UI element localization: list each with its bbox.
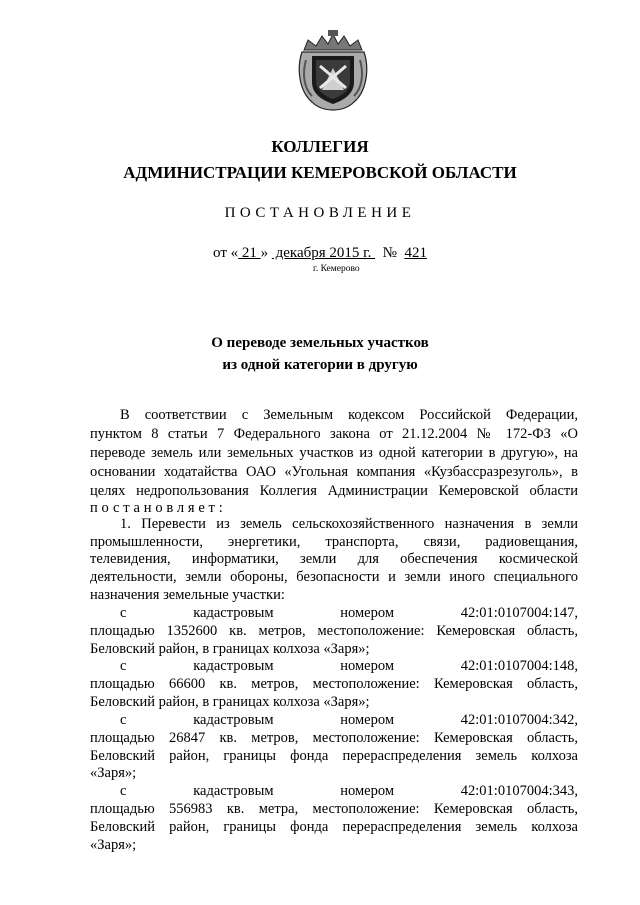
body-line: «Заря»;: [90, 765, 137, 781]
body-line: промышленности, энергетики, транспорта, связи, радиовещания,: [90, 534, 578, 550]
body-line: с кадастровым номером 42:01:0107004:343,: [120, 783, 578, 799]
body-line: телевидения, информатики, земли для обеспечения космической: [90, 551, 578, 567]
organization-name-line2: АДМИНИСТРАЦИИ КЕМЕРОВСКОЙ ОБЛАСТИ: [123, 163, 517, 182]
date-mid: »: [260, 245, 272, 261]
body-line: площадью 26847 кв. метров, местоположение: Кемеровская область,: [90, 730, 578, 746]
body-line: В соответствии с Земельным кодексом Российской Федерации,: [120, 407, 578, 423]
document-number: 421: [404, 245, 427, 261]
body-line: «Заря»;: [90, 837, 137, 853]
organization-name-line1: КОЛЛЕГИЯ: [271, 137, 369, 156]
body-line: Беловский район, границы фонда перераспределения земель колхоза: [90, 748, 578, 764]
document-title-line2: из одной категории в другую: [222, 357, 418, 373]
body-line: площадью 1352600 кв. метров, местоположение: Кемеровская область,: [90, 623, 578, 639]
body-line: назначения земельные участки:: [90, 587, 285, 603]
city: г. Кемерово: [313, 264, 360, 274]
body-line: с кадастровым номером 42:01:0107004:342,: [120, 712, 578, 728]
document-type: ПОСТАНОВЛЕНИЕ: [224, 205, 416, 221]
body-line: с кадастровым номером 42:01:0107004:148,: [120, 658, 578, 674]
body-line: деятельности, земли обороны, безопасности и земли иного специального: [90, 569, 578, 585]
date-prefix: от «: [213, 245, 239, 261]
body-line: Беловский район, в границах колхоза «Заря»;: [90, 641, 370, 657]
body-line: целях недропользования Коллегия Администрации Кемеровской области: [90, 483, 578, 499]
body-line: Беловский район, границы фонда перераспределения земель колхоза: [90, 819, 578, 835]
body-line: пунктом 8 статьи 7 Федерального закона от 21.12.2004 № 172-ФЗ «О: [90, 426, 578, 442]
document-title-line1: О переводе земельных участков: [211, 335, 429, 351]
body-line: площадью 556983 кв. метра, местоположение: Кемеровская область,: [90, 801, 578, 817]
body-line: 1. Перевести из земель сельскохозяйственного назначения в земли: [120, 516, 578, 532]
body-line: основании ходатайства ОАО «Угольная компания «Кузбассразрезуголь», в: [90, 464, 578, 480]
body-line: переводе земель или земельных участков из одной категории в другую», на: [90, 445, 578, 461]
coat-of-arms-emblem: [298, 30, 368, 112]
body-line: с кадастровым номером 42:01:0107004:147,: [120, 605, 578, 621]
date-day: 21: [238, 245, 261, 261]
date-month-year: декабря 2015 г.: [271, 245, 376, 261]
number-label: №: [375, 245, 405, 261]
date-number-line: [0, 245, 640, 262]
body-line: постановляет:: [90, 500, 227, 516]
body-line: Беловский район, в границах колхоза «Заря»;: [90, 694, 370, 710]
body-line: площадью 66600 кв. метров, местоположение: Кемеровская область,: [90, 676, 578, 692]
